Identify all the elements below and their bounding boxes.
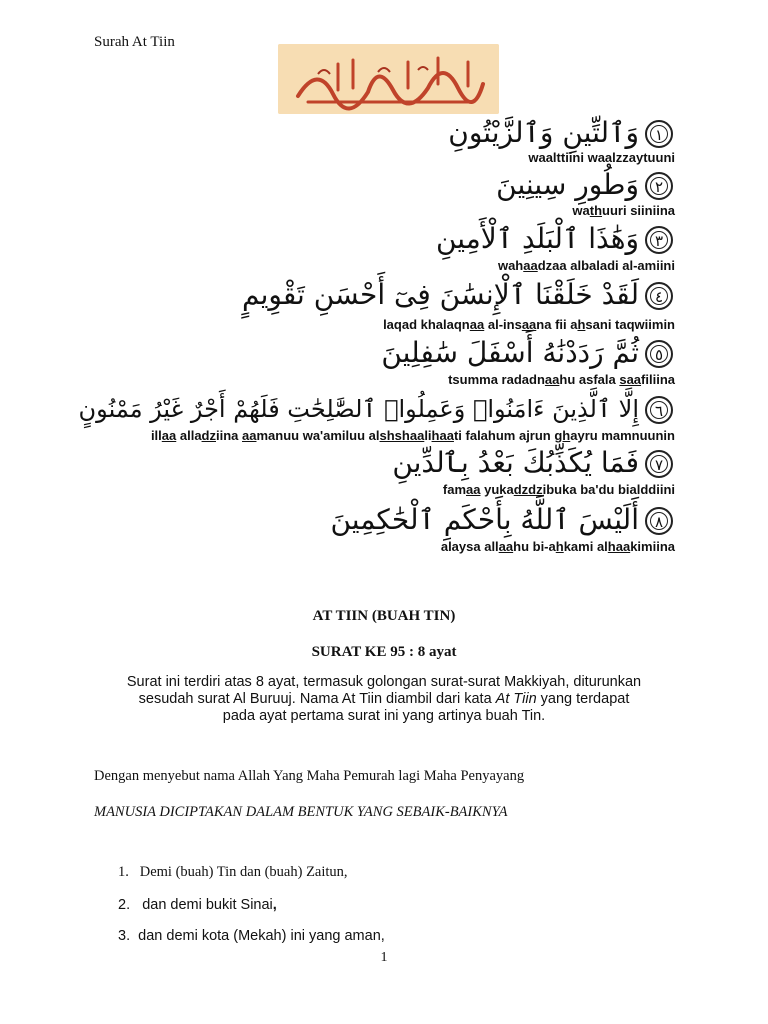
ayah-5-transliteration: tsumma radadnaahu asfala saafiliina (448, 372, 675, 387)
page-number: 1 (380, 950, 388, 965)
document-header: Surah At Tiin (94, 34, 175, 50)
ayah-7-transliteration: famaa yukadzdzibuka ba'du bialddiini (442, 482, 675, 497)
ayah-number-1: ١ (645, 120, 673, 148)
ayah-number-7: ٧ (645, 450, 673, 478)
basmala-calligraphy-image (278, 44, 499, 114)
ayah-4-arabic: ٤لَقَدْ خَلَقْنَا ٱلْإِنسَٰنَ فِىٓ أَحْسَنِ تَقْوِيمٍ (242, 278, 673, 312)
translation-item-1: 1. Demi (buah) Tin dan (buah) Zaitun, (118, 864, 348, 880)
ayah-8-arabic: ٨أَلَيْسَ ٱللَّهُ بِأَحْكَمِ ٱلْحَٰكِمِينَ (330, 503, 673, 537)
ayah-1-transliteration: waalttiini waalzzaytuuni (528, 150, 675, 165)
surah-subtitle: SURAT KE 95 : 8 ayat (311, 644, 457, 660)
translation-item-3: 3. dan demi kota (Mekah) ini yang aman, (118, 928, 385, 944)
section-heading: MANUSIA DICIPTAKAN DALAM BENTUK YANG SEBAIK-BAIKNYA (94, 804, 508, 820)
ayah-number-6: ٦ (645, 396, 673, 424)
ayah-number-5: ٥ (645, 340, 673, 368)
ayah-number-4: ٤ (645, 282, 673, 310)
ayah-number-8: ٨ (645, 507, 673, 535)
ayah-5-arabic: ٥ثُمَّ رَدَدْنَٰهُ أَسْفَلَ سَٰفِلِينَ (381, 336, 673, 370)
translation-item-2: 2. dan demi bukit Sinai, (118, 897, 277, 913)
ayah-7-arabic: ٧فَمَا يُكَذِّبُكَ بَعْدُ بِٱلدِّينِ (392, 446, 673, 480)
ayah-3-arabic: ٣وَهَٰذَا ٱلْبَلَدِ ٱلْأَمِينِ (436, 222, 673, 256)
ayah-8-transliteration: alaysa allaahu bi-ahkami alhaakimiina (440, 539, 675, 554)
basmala-calligraphy-icon (278, 44, 499, 114)
surah-title: AT TIIN (BUAH TIN) (312, 608, 456, 624)
ayah-6-transliteration: illaa alladziina aamanuu wa'amiluu alshshaalihaati falahum ajrun ghayru mamnuunin (150, 428, 675, 443)
ayah-1-arabic: ١وَٱلتِّينِ وَٱلزَّيْتُونِ (448, 116, 673, 150)
ayah-4-transliteration: laqad khalaqnaa al-insaana fii ahsani taqwiimin (383, 317, 675, 332)
ayah-number-2: ٢ (645, 172, 673, 200)
intro-paragraph: Surat ini terdiri atas 8 ayat, termasuk golongan surat-surat Makkiyah, diturunkan sesudah surat Al Buruuj. Nama At Tiin diambil dari kata At Tiin yang terdapat pada ayat pertama surat ini yang artinya buah Tin. (126, 674, 642, 724)
ayah-2-arabic: ٢وَطُورِ سِينِينَ (496, 168, 673, 202)
ayah-3-transliteration: wahaadzaa albaladi al-amiini (497, 258, 675, 273)
ayah-6-arabic: ٦إِلَّا ٱلَّذِينَ ءَامَنُوا۟ وَعَمِلُوا۟ ٱلصَّٰلِحَٰتِ فَلَهُمْ أَجْرٌ غَيْرُ مَمْنُونٍ (79, 392, 673, 426)
bismillah-translation: Dengan menyebut nama Allah Yang Maha Pemurah lagi Maha Penyayang (94, 768, 525, 784)
ayah-2-transliteration: wathuuri siiniina (572, 203, 675, 218)
ayah-number-3: ٣ (645, 226, 673, 254)
